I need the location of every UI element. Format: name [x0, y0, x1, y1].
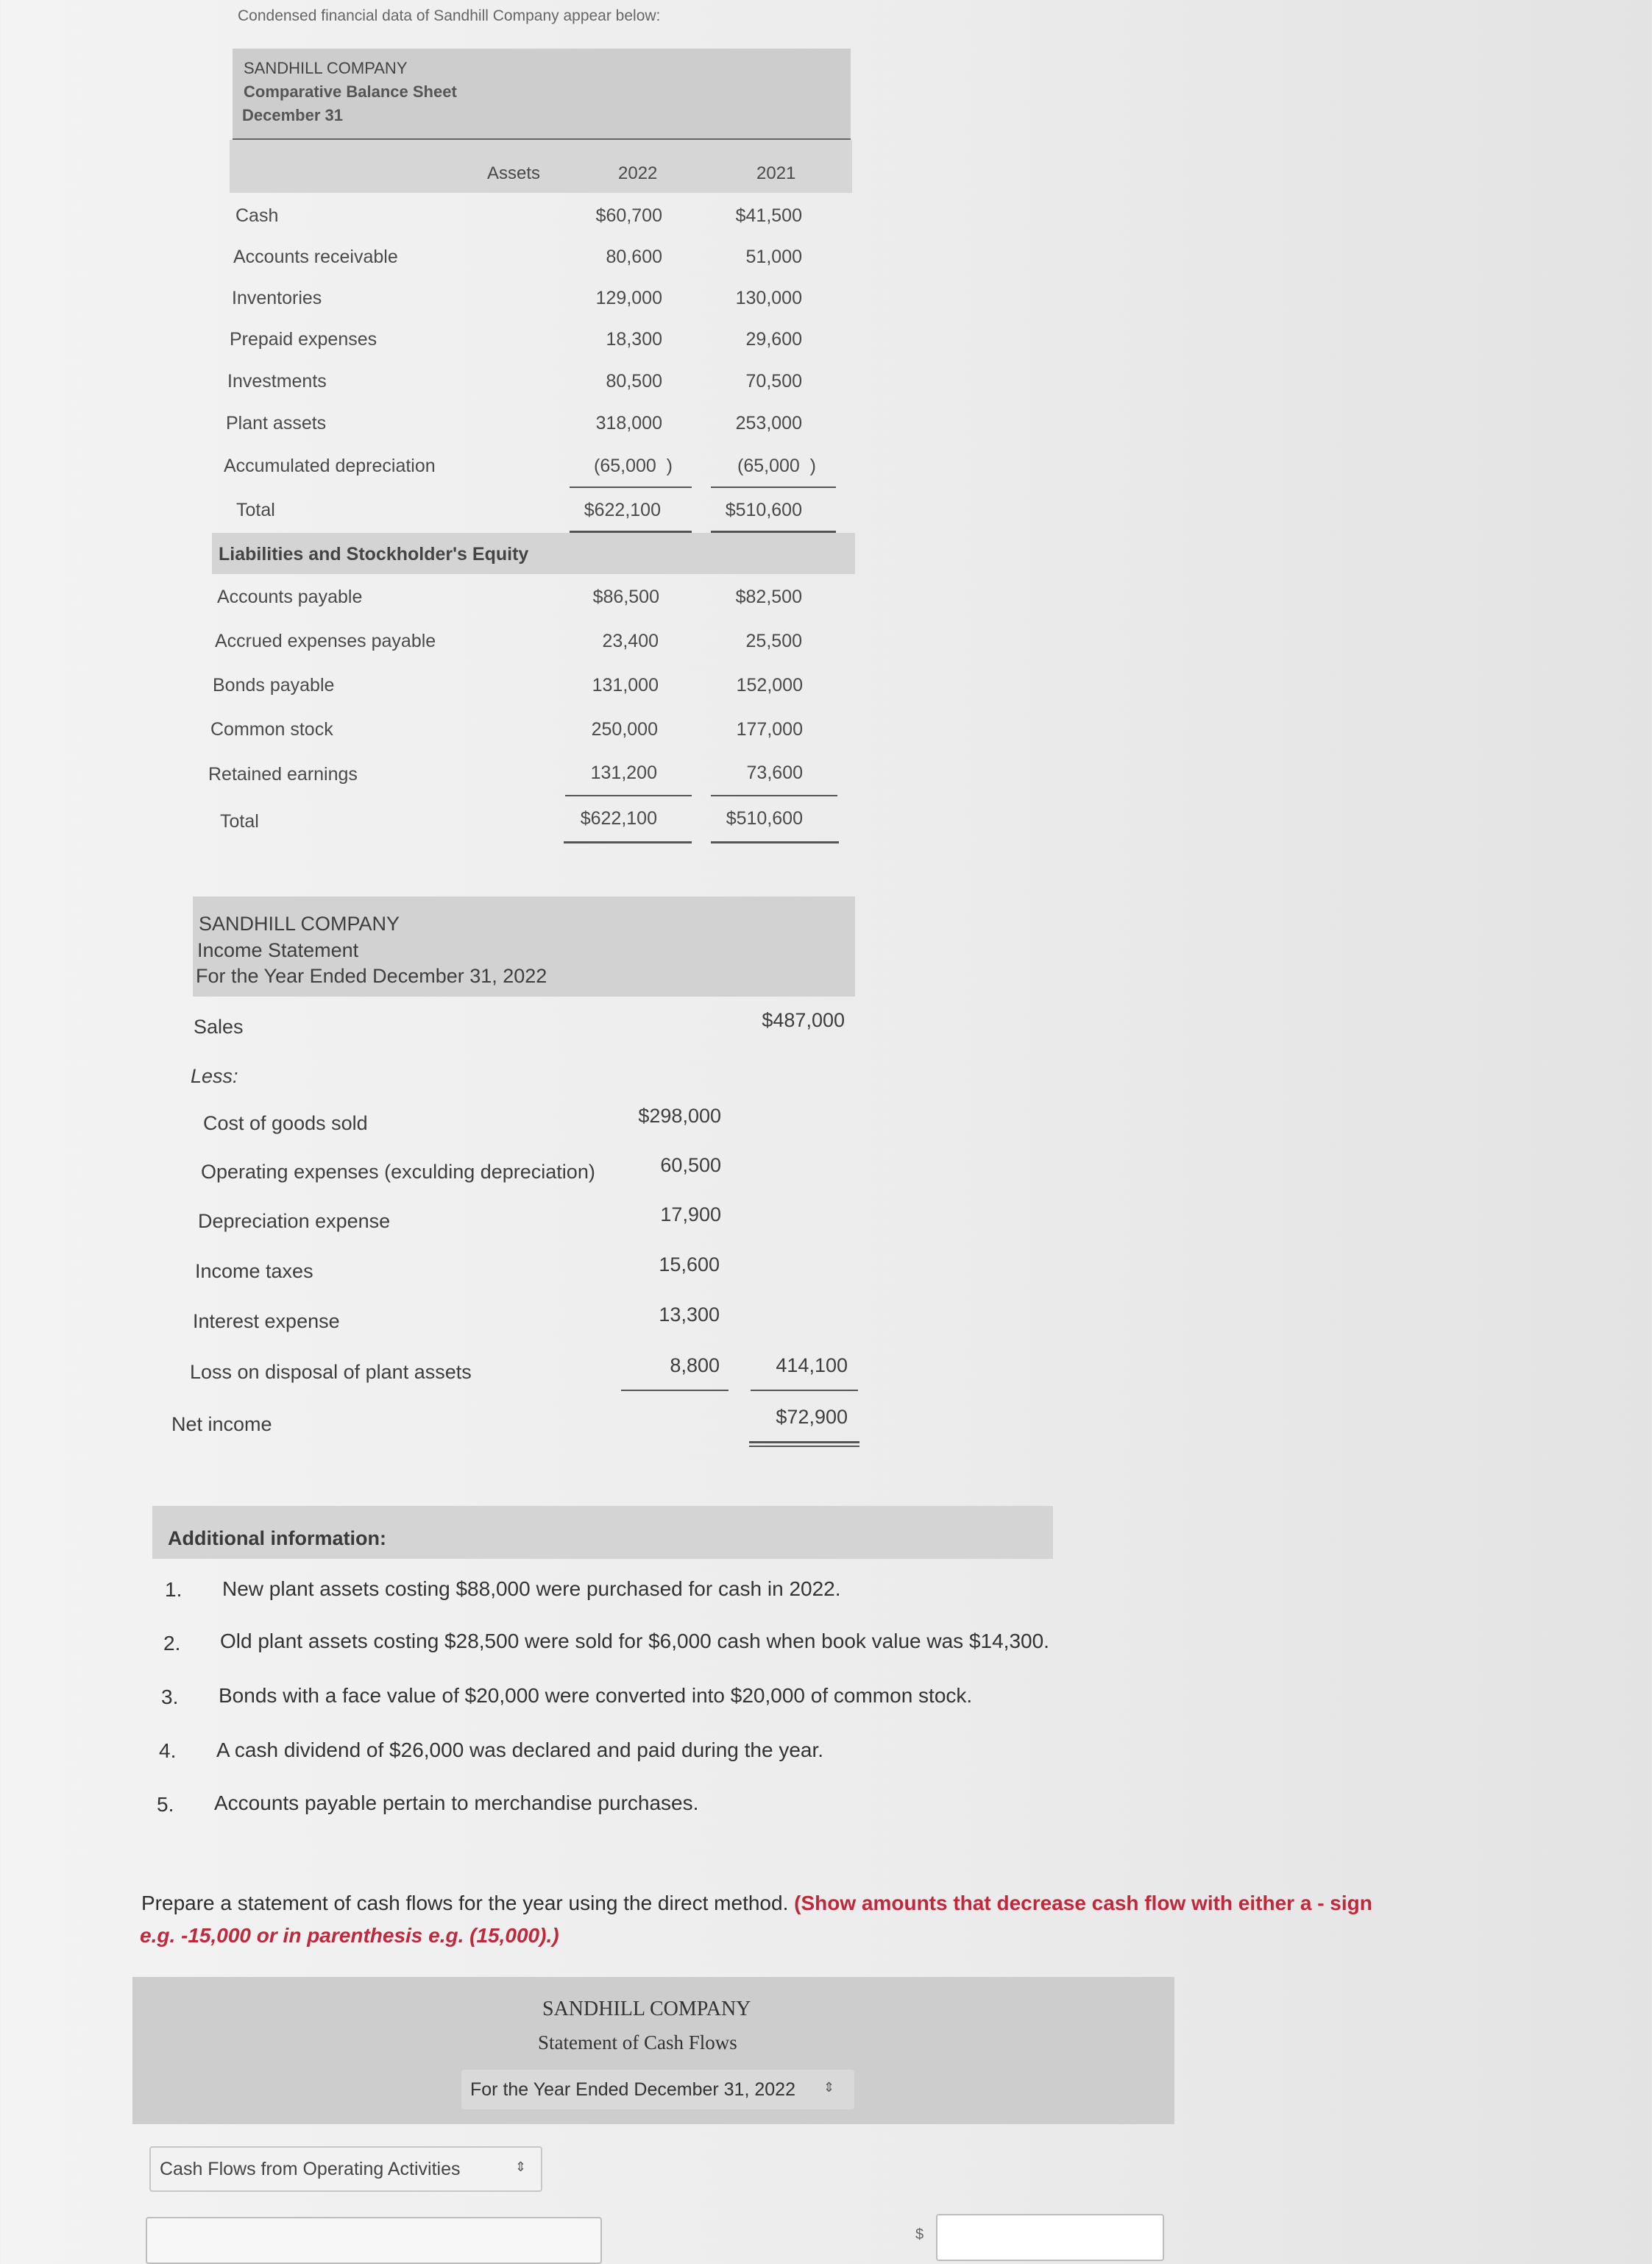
asset-label: Prepaid expenses: [230, 329, 377, 350]
liability-2021: 73,600: [746, 763, 803, 783]
additional-info-header: Additional information:: [168, 1527, 386, 1549]
expense-label: Cost of goods sold: [203, 1112, 368, 1134]
additional-item-text: Old plant assets costing $28,500 were sold for $6,000 cash when book value was $14,300.: [220, 1630, 1049, 1652]
asset-subtotal-rule: [711, 487, 836, 488]
asset-label: Cash: [235, 205, 279, 226]
expense-label: Income taxes: [195, 1260, 313, 1282]
sales-value: $487,000: [762, 1009, 845, 1031]
liability-2021: 177,000: [736, 719, 803, 740]
liability-total-2021: $510,600: [726, 808, 803, 829]
liability-label: Accounts payable: [217, 587, 363, 607]
bs-title: Comparative Balance Sheet: [244, 82, 457, 101]
net-income-value: $72,900: [776, 1406, 848, 1428]
expense-value: $298,000: [638, 1105, 721, 1127]
liability-label: Common stock: [210, 719, 333, 740]
liability-2022: 23,400: [602, 631, 659, 651]
assets-header: Assets: [487, 163, 541, 183]
bs-company: SANDHILL COMPANY: [244, 59, 408, 77]
asset-total-2021: $510,600: [725, 500, 802, 520]
instruction: [141, 1892, 1372, 1915]
total-expenses: 414,100: [776, 1354, 848, 1376]
net-income-double-rule: [749, 1446, 859, 1447]
liability-2022: 131,000: [592, 675, 659, 696]
chevron-updown-icon: ⇕: [515, 2159, 527, 2174]
expense-value: 17,900: [660, 1203, 721, 1225]
col-2022: 2022: [618, 163, 658, 183]
asset-2022: $60,700: [595, 205, 662, 226]
expense-value: 60,500: [660, 1154, 721, 1176]
asset-label: Plant assets: [226, 413, 327, 434]
chevron-updown-icon: ⇕: [823, 2080, 835, 2095]
liability-2021: $82,500: [735, 587, 802, 607]
additional-item-text: Bonds with a face value of $20,000 were converted into $20,000 of common stock.: [219, 1684, 973, 1707]
asset-2022: (65,000 ): [594, 456, 673, 476]
liabilities-header: Liabilities and Stockholder's Equity: [219, 544, 529, 565]
liability-2021: 152,000: [736, 675, 803, 696]
section-select[interactable]: [149, 2146, 542, 2192]
expense-label: Operating expenses (exculding depreciation): [201, 1161, 595, 1183]
asset-2021: $41,500: [735, 205, 802, 226]
total-expenses-rule: [751, 1390, 858, 1391]
asset-2021: (65,000 ): [737, 456, 817, 476]
asset-2021: 253,000: [735, 413, 802, 434]
liability-subtotal-rule: [711, 795, 837, 796]
asset-label: Accounts receivable: [233, 247, 398, 267]
instruction-hint: (Show amounts that decrease cash flow with either a - sign: [794, 1892, 1372, 1914]
expense-value: 13,300: [659, 1303, 720, 1326]
expense-value: 15,600: [659, 1253, 720, 1276]
intro-text: Condensed financial data of Sandhill Company appear below:: [238, 7, 661, 24]
asset-2022: 18,300: [606, 329, 662, 350]
liability-total-2022: $622,100: [580, 808, 657, 829]
section-select-value: Cash Flows from Operating Activities: [160, 2159, 461, 2179]
cf-title: Statement of Cash Flows: [538, 2031, 737, 2053]
asset-2022: 80,500: [606, 371, 662, 392]
additional-item-number: 5.: [157, 1793, 174, 1816]
period-select[interactable]: [461, 2070, 854, 2109]
liability-2022: $86,500: [592, 587, 659, 607]
instruction-hint-continued: e.g. -15,000 or in parenthesis e.g. (15,000).): [140, 1924, 559, 1947]
additional-item-number: 3.: [161, 1685, 179, 1708]
liability-total-double-rule: [564, 841, 692, 843]
additional-item-text: New plant assets costing $88,000 were purchased for cash in 2022.: [222, 1577, 841, 1600]
additional-item-text: Accounts payable pertain to merchandise purchases.: [214, 1791, 699, 1814]
liability-total-label: Total: [220, 811, 259, 832]
liability-label: Accrued expenses payable: [215, 631, 436, 651]
net-income-label: Net income: [171, 1413, 272, 1435]
cf-company: SANDHILL COMPANY: [542, 1998, 751, 2020]
asset-2022: 318,000: [595, 413, 662, 434]
additional-item-number: 1.: [165, 1578, 182, 1601]
liability-2022: 131,200: [590, 763, 657, 783]
asset-2022: 129,000: [595, 288, 662, 308]
liability-total-double-rule: [711, 841, 839, 843]
is-company: SANDHILL COMPANY: [199, 913, 400, 935]
asset-2022: 80,600: [606, 247, 662, 267]
liability-2022: 250,000: [591, 719, 658, 740]
asset-subtotal-rule: [570, 487, 692, 488]
expense-label: Loss on disposal of plant assets: [190, 1361, 472, 1383]
asset-2021: 51,000: [745, 247, 802, 267]
asset-label: Investments: [227, 371, 327, 392]
period-select-value: For the Year Ended December 31, 2022: [470, 2079, 795, 2100]
col-2021: 2021: [756, 163, 796, 183]
is-title: Income Statement: [197, 939, 359, 961]
asset-label: Inventories: [232, 288, 322, 308]
amount-input[interactable]: [936, 2214, 1164, 2261]
asset-2021: 29,600: [745, 329, 802, 350]
bs-date: December 31: [242, 106, 343, 124]
expense-value: 8,800: [670, 1354, 720, 1376]
asset-2021: 130,000: [735, 288, 802, 308]
liability-subtotal-rule: [565, 795, 692, 796]
expense-label: Depreciation expense: [198, 1210, 391, 1232]
net-income-double-rule: [749, 1441, 859, 1443]
expenses-rule: [621, 1390, 728, 1391]
line-item-select[interactable]: [146, 2217, 602, 2264]
asset-2021: 70,500: [745, 371, 802, 392]
liability-label: Bonds payable: [213, 675, 335, 696]
instruction-text: Prepare a statement of cash flows for the year using the direct method.: [141, 1892, 795, 1914]
additional-item-number: 4.: [159, 1739, 177, 1762]
asset-total-label: Total: [236, 500, 275, 520]
liability-2021: 25,500: [745, 631, 802, 651]
is-period: For the Year Ended December 31, 2022: [196, 965, 547, 987]
asset-label: Accumulated depreciation: [224, 456, 436, 476]
additional-item-number: 2.: [163, 1632, 181, 1655]
liability-label: Retained earnings: [208, 764, 358, 785]
additional-item-text: A cash dividend of $26,000 was declared and paid during the year.: [216, 1738, 824, 1761]
sales-label: Sales: [194, 1016, 244, 1038]
dollar-sign: $: [915, 2226, 924, 2243]
expense-label: Interest expense: [193, 1310, 340, 1332]
asset-total-2022: $622,100: [584, 500, 661, 520]
less-label: Less:: [191, 1065, 238, 1087]
